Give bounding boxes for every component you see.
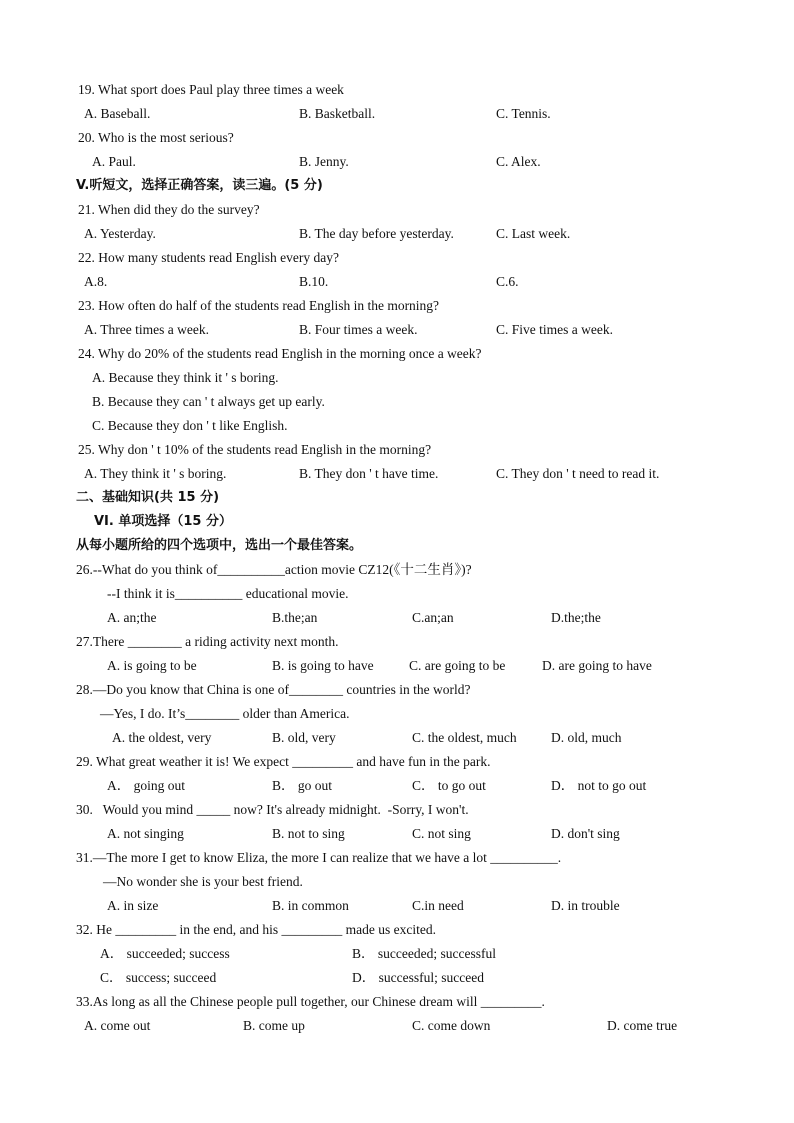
- part-2-heading: 二、基础知识(共 15 分): [76, 490, 220, 505]
- question-28-option-d: D. old, much: [551, 730, 622, 745]
- question-27-option-c: C. are going to be: [409, 658, 506, 673]
- question-28-option-c: C. the oldest, much: [412, 730, 517, 745]
- question-31-option-b: B. in common: [272, 898, 349, 913]
- question-30-option-b: B. not to sing: [272, 826, 345, 841]
- question-24-stem: 24. Why do 20% of the students read English in the morning once a week?: [78, 346, 482, 361]
- question-25-option-c: C. They don ' t need to read it.: [496, 466, 660, 481]
- question-26-reply: --I think it is__________ educational movie.: [107, 586, 349, 601]
- question-27-option-b: B. is going to have: [272, 658, 374, 673]
- question-33-stem: 33.As long as all the Chinese people pull together, our Chinese dream will _________.: [76, 994, 545, 1009]
- question-21-option-a: A. Yesterday.: [84, 226, 156, 241]
- question-23-option-a: A. Three times a week.: [84, 322, 209, 337]
- question-28-reply: —Yes, I do. It’s________ older than America.: [100, 706, 350, 721]
- question-26-option-c: C.an;an: [412, 610, 454, 625]
- question-20-stem: 20. Who is the most serious?: [78, 130, 234, 145]
- question-27-option-a: A. is going to be: [107, 658, 197, 673]
- question-33-option-c: C. come down: [412, 1018, 491, 1033]
- question-26-option-a: A. an;the: [107, 610, 157, 625]
- question-25-option-a: A. They think it ' s boring.: [84, 466, 227, 481]
- question-19-stem: 19. What sport does Paul play three times a week: [78, 82, 344, 97]
- question-31-option-a: A. in size: [107, 898, 159, 913]
- question-19-option-a: A. Baseball.: [84, 106, 151, 121]
- question-32-option-a: A． succeeded; success: [100, 946, 230, 961]
- question-31-option-c: C.in need: [412, 898, 464, 913]
- question-31-option-d: D. in trouble: [551, 898, 620, 913]
- question-22-option-c: C.6.: [496, 274, 519, 289]
- question-33-option-a: A. come out: [84, 1018, 151, 1033]
- question-24-option-c: C. Because they don ' t like English.: [92, 418, 288, 433]
- question-32-stem: 32. He _________ in the end, and his _________ made us excited.: [76, 922, 436, 937]
- section-6-heading: VI. 单项选择（15 分）: [94, 514, 232, 529]
- question-30-option-c: C. not sing: [412, 826, 471, 841]
- instruction-text: 从每小题所给的四个选项中，选出一个最佳答案。: [76, 538, 363, 553]
- question-22-option-a: A.8.: [84, 274, 108, 289]
- question-24-option-a: A. Because they think it ' s boring.: [92, 370, 279, 385]
- question-32-option-b: B． succeeded; successful: [352, 946, 496, 961]
- question-28-option-a: A. the oldest, very: [112, 730, 212, 745]
- question-20-option-c: C. Alex.: [496, 154, 541, 169]
- question-29-option-c: C． to go out: [412, 778, 486, 793]
- question-25-option-b: B. They don ' t have time.: [299, 466, 439, 481]
- question-33-option-d: D. come true: [607, 1018, 678, 1033]
- question-23-option-c: C. Five times a week.: [496, 322, 613, 337]
- question-32-option-c: C． success; succeed: [100, 970, 217, 985]
- question-31-stem: 31.—The more I get to know Eliza, the more I can realize that we have a lot __________.: [76, 850, 562, 865]
- question-20-option-a: A. Paul.: [92, 154, 136, 169]
- question-26-option-d: D.the;the: [551, 610, 601, 625]
- question-30-option-a: A. not singing: [107, 826, 184, 841]
- question-23-stem: 23. How often do half of the students read English in the morning?: [78, 298, 440, 313]
- question-30-option-d: D. don't sing: [551, 826, 620, 841]
- question-29-option-d: D． not to go out: [551, 778, 647, 793]
- question-26-stem: 26.--What do you think of__________action movie CZ12(《十二生肖》)?: [76, 562, 472, 577]
- question-29-stem: 29. What great weather it is! We expect _________ and have fun in the park.: [76, 754, 491, 769]
- question-22-stem: 22. How many students read English every day?: [78, 250, 339, 265]
- question-30-stem: 30. Would you mind _____ now? It's already midnight. -Sorry, I won't.: [76, 802, 469, 817]
- question-19-option-c: C. Tennis.: [496, 106, 551, 121]
- question-28-option-b: B. old, very: [272, 730, 336, 745]
- question-21-option-b: B. The day before yesterday.: [299, 226, 454, 241]
- question-27-stem: 27.There ________ a riding activity next month.: [76, 634, 339, 649]
- question-22-option-b: B.10.: [299, 274, 329, 289]
- question-25-stem: 25. Why don ' t 10% of the students read English in the morning?: [78, 442, 432, 457]
- question-29-option-b: B． go out: [272, 778, 333, 793]
- question-26-option-b: B.the;an: [272, 610, 318, 625]
- question-29-option-a: A． going out: [107, 778, 186, 793]
- question-33-option-b: B. come up: [243, 1018, 305, 1033]
- question-31-reply: —No wonder she is your best friend.: [103, 874, 303, 889]
- question-21-stem: 21. When did they do the survey?: [78, 202, 260, 217]
- section-5-heading: V.听短文，选择正确答案，读三遍。(5 分): [76, 178, 323, 193]
- question-28-stem: 28.—Do you know that China is one of________ countries in the world?: [76, 682, 471, 697]
- question-27-option-d: D. are going to have: [542, 658, 652, 673]
- question-32-option-d: D． successful; succeed: [352, 970, 484, 985]
- question-24-option-b: B. Because they can ' t always get up early.: [92, 394, 325, 409]
- question-19-option-b: B. Basketball.: [299, 106, 376, 121]
- question-23-option-b: B. Four times a week.: [299, 322, 418, 337]
- question-21-option-c: C. Last week.: [496, 226, 571, 241]
- question-20-option-b: B. Jenny.: [299, 154, 349, 169]
